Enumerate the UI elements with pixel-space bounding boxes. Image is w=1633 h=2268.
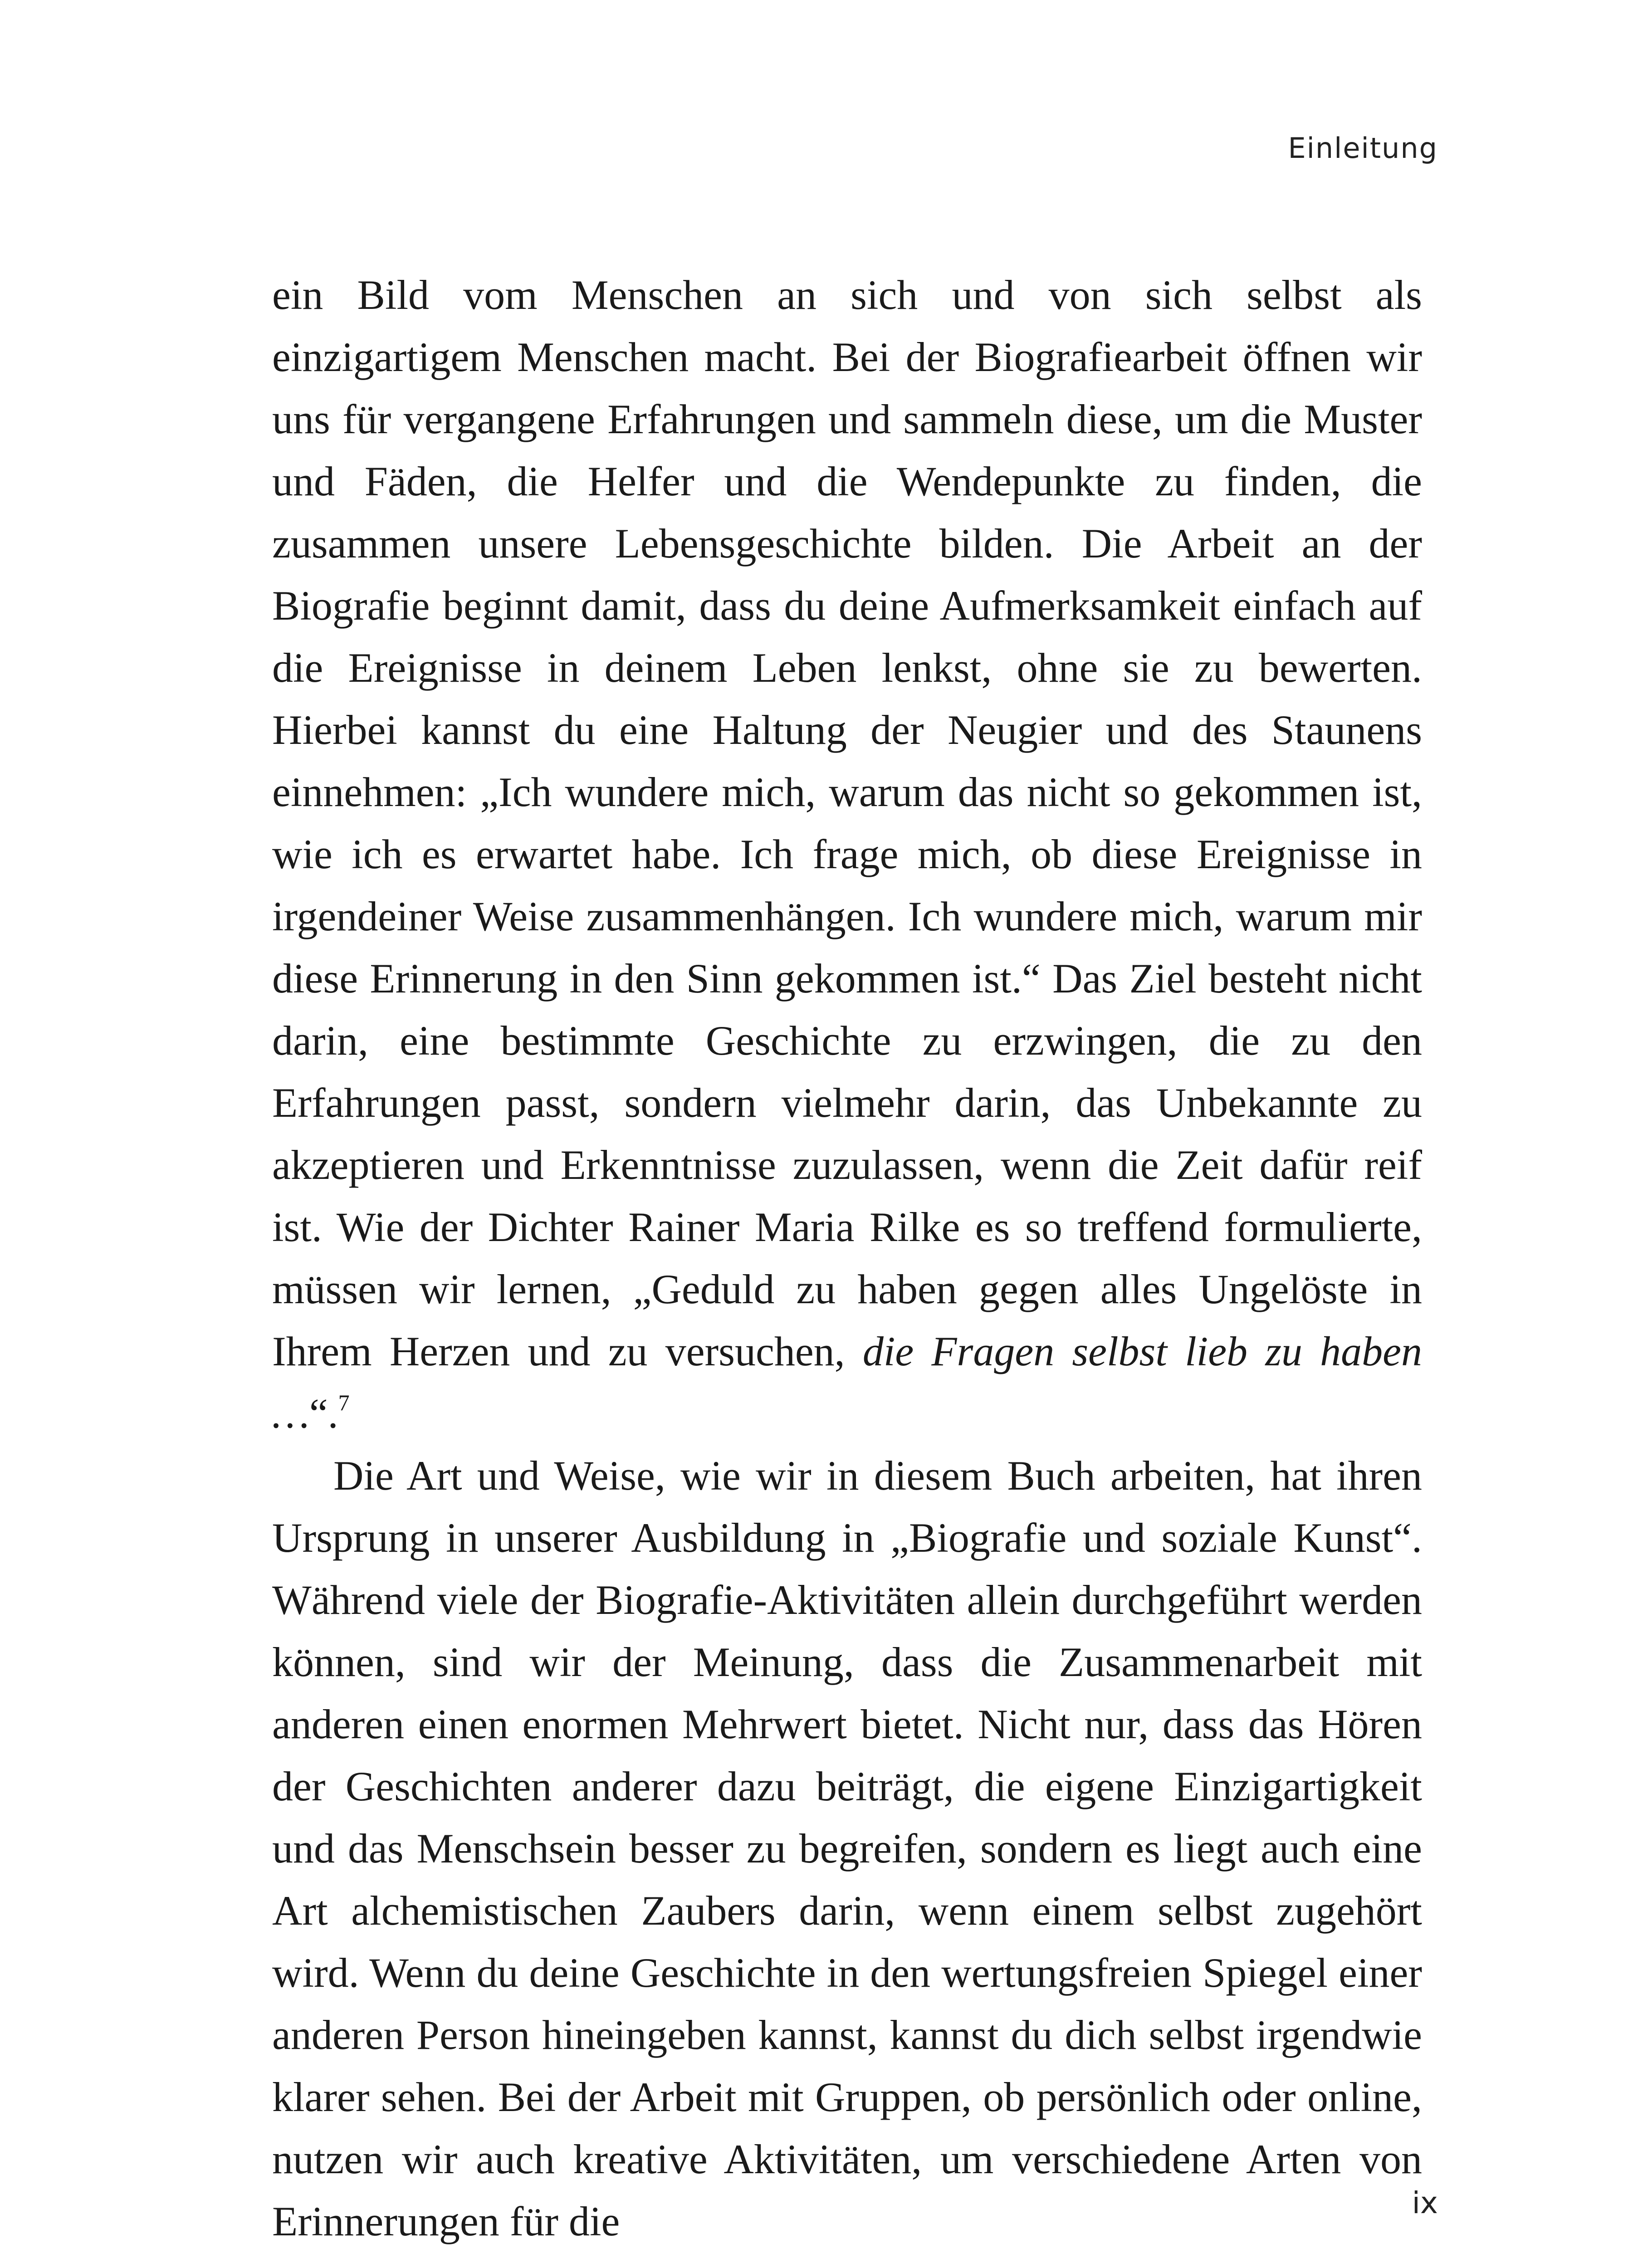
page-number: ix	[1412, 2185, 1438, 2220]
paragraph-1	[272, 264, 1422, 1445]
paragraph-1-text: ein Bild vom Menschen an sich und von sich selbst als einzigartigem Menschen macht. Bei der Biografiearbeit öffnen wir uns für vergangene Erfahrungen und sammeln diese, um die Muster und Fäden, die Helfer und die Wendepunkte zu finden, die zusammen unsere Lebensgeschichte bilden. Die Arbeit an der Biografie beginnt damit, dass du deine Aufmerksamkeit einfach auf die Ereignisse in deinem Leben lenkst, ohne sie zu bewerten. Hierbei kannst du eine Haltung der Neugier und des Staunens einnehmen: „Ich wundere mich, warum das nicht so gekommen ist, wie ich es erwartet habe. Ich frage mich, ob diese Ereignisse in irgendeiner Weise zusammenhängen. Ich wundere mich, warum mir diese Erinnerung in den Sinn gekommen ist.“ Das Ziel besteht nicht darin, eine bestimmte Geschichte zu erzwingen, die zu den Erfahrungen passt, sondern vielmehr darin, das Unbekannte zu akzeptieren und Erkenntnisse zuzulassen, wenn die Zeit dafür reif ist. Wie der Dichter Rainer Maria Rilke es so treffend formulierte, müssen wir lernen, „Geduld zu haben gegen alles Ungelöste in Ihrem Herzen und zu versuchen,	[272, 272, 1422, 1374]
body-text	[272, 264, 1422, 2253]
footnote-marker[interactable]: 7	[338, 1390, 350, 1415]
running-head: Einleitung	[1288, 132, 1438, 165]
closing-punctuation: “.	[309, 1390, 338, 1437]
paragraph-2: Die Art und Weise, wie wir in diesem Buch arbeiten, hat ihren Ursprung in unserer Ausbildung in „Biografie und soziale Kunst“. Während viele der Biografie-Aktivitäten allein durchgeführt werden können, sind wir der Meinung, dass die Zusammenarbeit mit anderen einen enormen Mehrwert bietet. Nicht nur, dass das Hören der Geschichten anderer dazu beiträgt, die eigene Einzigartigkeit und das Menschsein besser zu begreifen, sondern es liegt auch eine Art alchemistischen Zaubers darin, wenn einem selbst zugehört wird. Wenn du deine Geschichte in den wertungsfreien Spiegel einer anderen Person hineingeben kannst, kannst du dich selbst irgendwie klarer sehen. Bei der Arbeit mit Gruppen, ob persönlich oder online, nutzen wir auch kreative Aktivitäten, um verschiedene Arten von Erinnerungen für die	[272, 1452, 1422, 2244]
italic-quote: die Fragen selbst lieb zu haben …	[272, 1328, 1422, 1437]
